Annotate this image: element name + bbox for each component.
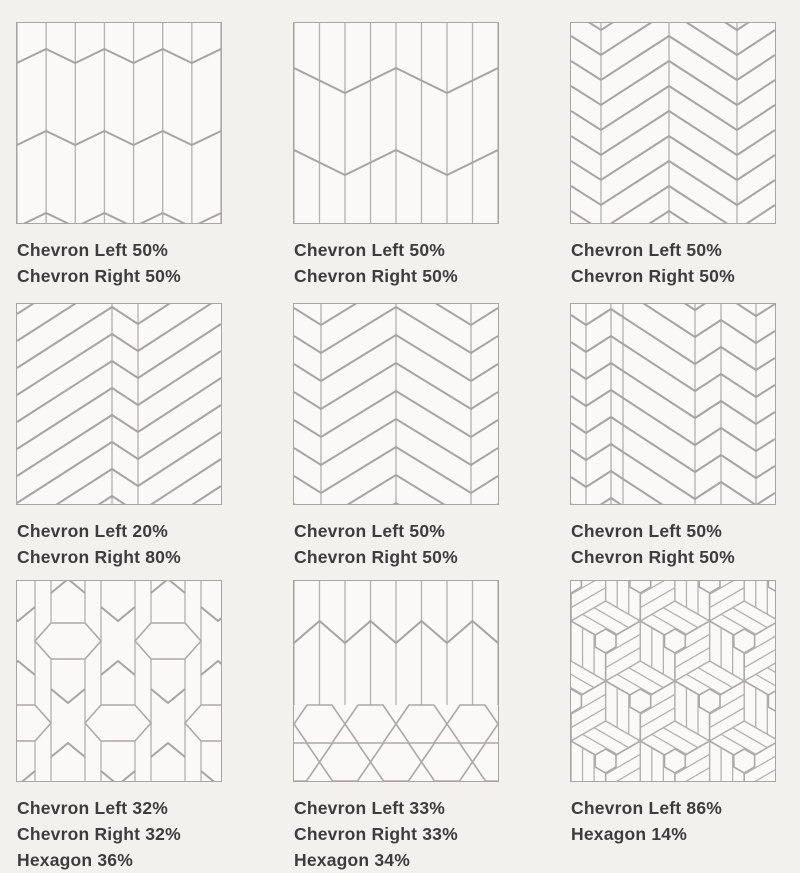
pattern-label: Chevron Right 50% [17, 266, 181, 286]
pattern-label: Chevron Right 33% [294, 824, 458, 844]
pattern-label: Chevron Left 33% [294, 798, 446, 818]
pattern-label: Chevron Right 50% [571, 547, 735, 567]
pattern-label: Chevron Right 32% [17, 824, 181, 844]
pattern-cell [293, 303, 499, 580]
pattern-caption [294, 237, 499, 289]
pattern-swatch[interactable] [16, 580, 222, 782]
pattern-label: Chevron Left 20% [17, 521, 169, 541]
pattern-label: Hexagon 36% [17, 850, 133, 870]
pattern-cell [16, 580, 222, 870]
pattern-cell [293, 22, 499, 303]
pattern-caption [571, 237, 776, 289]
pattern-label: Chevron Left 50% [571, 521, 723, 541]
pattern-swatch[interactable] [570, 22, 776, 224]
pattern-caption [294, 795, 499, 873]
pattern-swatch[interactable] [293, 580, 499, 782]
pattern-cell [570, 580, 776, 859]
pattern-swatch[interactable] [293, 22, 499, 224]
pattern-label: Hexagon 34% [294, 850, 410, 870]
pattern-caption [294, 518, 499, 570]
pattern-label: Chevron Left 50% [294, 240, 446, 260]
pattern-label: Chevron Left 32% [17, 798, 169, 818]
pattern-label: Chevron Right 50% [294, 266, 458, 286]
pattern-swatch[interactable] [16, 303, 222, 505]
pattern-cell [293, 580, 499, 870]
pattern-label: Chevron Left 50% [294, 521, 446, 541]
pattern-caption [571, 795, 776, 847]
pattern-cell [16, 22, 222, 303]
pattern-swatch[interactable] [293, 303, 499, 505]
pattern-cell [16, 303, 222, 580]
pattern-cell [570, 303, 776, 580]
pattern-caption [17, 237, 222, 289]
pattern-swatch[interactable] [570, 303, 776, 505]
pattern-swatch[interactable] [16, 22, 222, 224]
pattern-cell [570, 22, 776, 303]
pattern-caption [571, 518, 776, 570]
pattern-swatch[interactable] [570, 580, 776, 782]
pattern-caption [17, 518, 222, 570]
pattern-label: Chevron Left 50% [571, 240, 723, 260]
pattern-label: Chevron Left 86% [571, 798, 723, 818]
pattern-caption [17, 795, 222, 873]
pattern-label: Chevron Right 50% [294, 547, 458, 567]
pattern-label: Chevron Left 50% [17, 240, 169, 260]
pattern-label: Hexagon 14% [571, 824, 687, 844]
pattern-label: Chevron Right 50% [571, 266, 735, 286]
pattern-label: Chevron Right 80% [17, 547, 181, 567]
